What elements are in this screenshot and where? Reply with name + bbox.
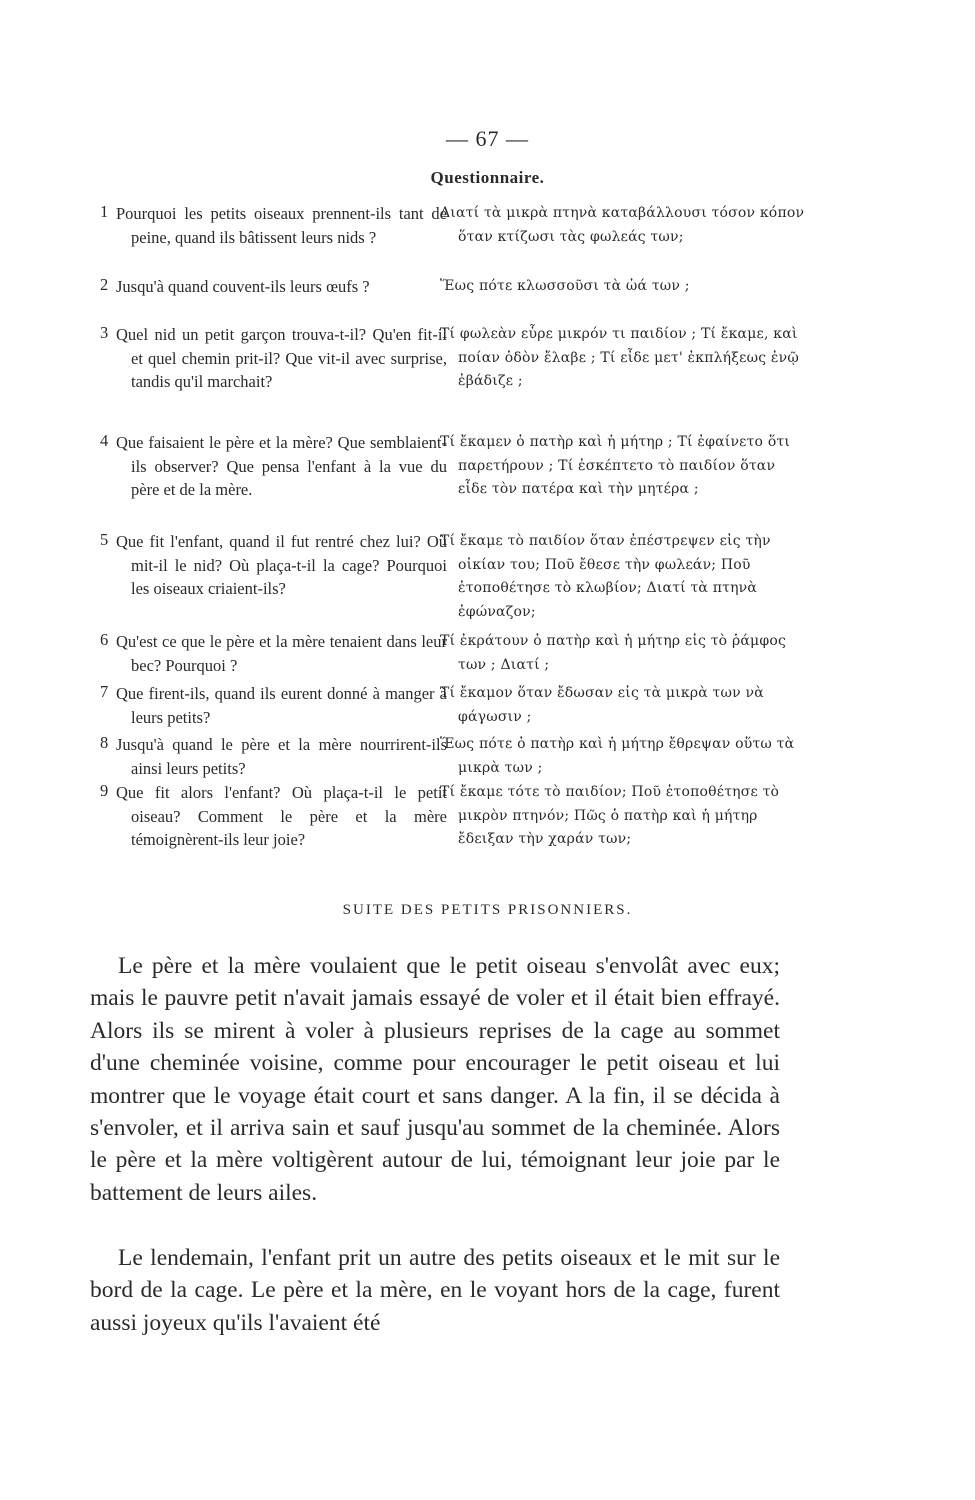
question-greek: Ἕως πότε κλωσσοῦσι τὰ ὠά των ; xyxy=(440,278,690,294)
question-french: Que fit alors l'enfant? Où plaça-t-il le petit oiseau? Comment le père et la mère témoignèrent-ils leur joie? xyxy=(116,783,447,849)
question-french: Jusqu'à quand couvent-ils leurs œufs ? xyxy=(116,277,370,296)
question-number: 1 xyxy=(100,202,109,221)
question-french: Qu'est ce que le père et la mère tenaient dans leur bec? Pourquoi ? xyxy=(116,632,447,675)
question-number: 5 xyxy=(100,530,109,549)
section-title: SUITE DES PETITS PRISONNIERS. xyxy=(342,902,633,918)
question-greek: Τί ἔκαμεν ὁ πατὴρ καὶ ἡ μήτηρ ; Τί ἐφαίνετο ὅτι παρετήρουν ; Τί ἐσκέπτετο τὸ παιδίον ὅταν εἶδε τὸν πατέρα καὶ τὴν μητέρα ; xyxy=(440,434,791,497)
question-number: 7 xyxy=(100,682,109,701)
question-number: 6 xyxy=(100,630,109,649)
question-french: Jusqu'à quand le père et la mère nourrirent-ils ainsi leurs petits? xyxy=(116,735,447,778)
page-number: — 67 — xyxy=(446,126,529,151)
question-number: 4 xyxy=(100,431,109,450)
question-greek: Τί φωλεὰν εὗρε μικρόν τι παιδίον ; Τί ἔκαμε, καὶ ποίαν ὁδὸν ἔλαβε ; Τί εἶδε μετ' ἐκπλήξεως ἐνῷ ἐβάδιζε ; xyxy=(440,326,799,389)
question-greek: Τί ἔκαμε τότε τὸ παιδίον; Ποῦ ἐτοποθέτησε τὸ μικρὸν πτηνόν; Πῶς ὁ πατὴρ καὶ ἡ μήτηρ ἔδειξαν τὴν χαράν των; xyxy=(440,784,780,847)
question-french: Que faisaient le père et la mère? Que semblaient-ils observer? Que pensa l'enfant à la vue du père et de la mère. xyxy=(116,433,447,499)
question-number: 3 xyxy=(100,323,109,342)
question-french: Quel nid un petit garçon trouva-t-il? Qu'en fit-il et quel chemin prit-il? Que vit-il avec surprise, tandis qu'il marchait? xyxy=(116,325,447,391)
question-french: Pourquoi les petits oiseaux prennent-ils tant de peine, quand ils bâtissent leurs nids ? xyxy=(116,204,447,247)
question-greek: Τί ἐκράτουν ὁ πατὴρ καὶ ἡ μήτηρ εἰς τὸ ῥάμφος των ; Διατί ; xyxy=(440,633,787,673)
questionnaire-title: Questionnaire. xyxy=(430,168,545,187)
question-greek: Τί ἔκαμον ὅταν ἔδωσαν εἰς τὰ μικρὰ των νὰ φάγωσιν ; xyxy=(440,685,764,725)
question-number: 8 xyxy=(100,733,109,752)
question-number: 9 xyxy=(100,781,109,800)
question-greek: Τί ἔκαμε τὸ παιδίον ὅταν ἐπέστρεψεν εἰς τὴν οἰκίαν του; Ποῦ ἔθεσε τὴν φωλεάν; Ποῦ ἐτοποθέτησε τὸ κλωβίον; Διατί τὰ πτηνὰ ἐφώναζον; xyxy=(440,533,771,620)
question-french: Que firent-ils, quand ils eurent donné à manger à leurs petits? xyxy=(116,684,447,727)
question-number: 2 xyxy=(100,275,109,294)
body-paragraph: Le lendemain, l'enfant prit un autre des petits oiseaux et le mit sur le bord de la cage. Le père et la mère, en le voyant hors de la cage, furent aussi joyeux qu'ils l'avaient été xyxy=(90,1245,780,1336)
question-greek: Διατί τὰ μικρὰ πτηνὰ καταβάλλουσι τόσον κόπον ὅταν κτίζωσι τὰς φωλεάς των; xyxy=(440,205,805,245)
body-paragraph: Le père et la mère voulaient que le petit oiseau s'envolât avec eux; mais le pauvre petit n'avait jamais essayé de voler et il était bien effrayé. Alors ils se mirent à voler à plusieurs reprises de la cage au sommet d'une cheminée voisine, comme pour encourager le petit oiseau et lui montrer que le voyage était court et sans danger. A la fin, il se décida à s'envoler, et il arriva sain et sauf jusqu'au sommet de la cheminée. Alors le père et la mère voltigèrent autour de lui, témoignant leur joie par le battement de leurs ailes. xyxy=(90,953,780,1206)
question-french: Que fit l'enfant, quand il fut rentré chez lui? Où mit-il le nid? Où plaça-t-il la cage? Pourquoi les oiseaux criaient-ils? xyxy=(116,532,447,598)
question-greek: Ἕως πότε ὁ πατὴρ καὶ ἡ μήτηρ ἔθρεψαν οὕτω τὰ μικρὰ των ; xyxy=(440,736,795,776)
